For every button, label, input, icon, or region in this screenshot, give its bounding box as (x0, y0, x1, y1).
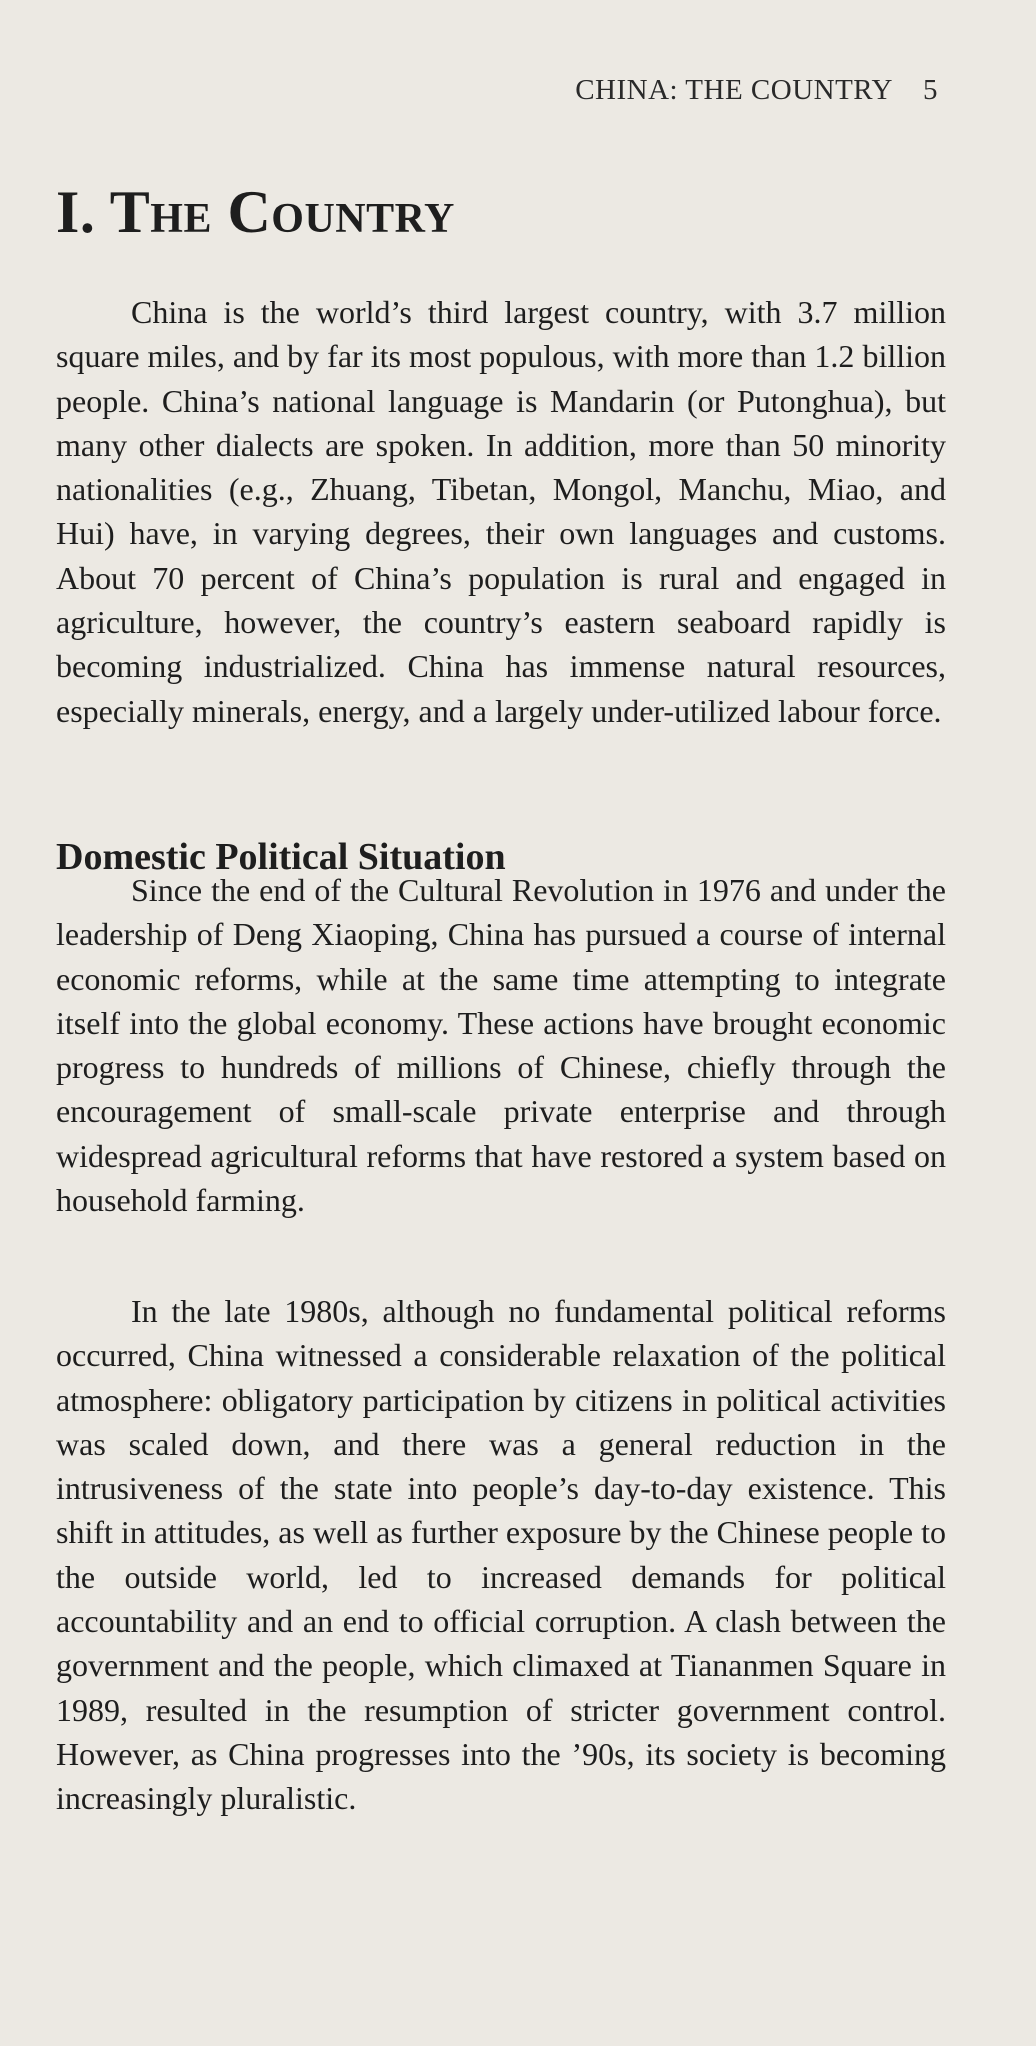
domestic-paragraph-1: Since the end of the Cultural Revolution in 1976 and under the leadership of Deng Xiaoping, China has pursued a course of internal economic reforms, while at the same time attempting to integrate itself into the global economy. These actions have brought economic progress to hundreds of millions of Chinese, chiefly through the encouragement of small-scale private enterprise and through widespread agricultural reforms that have restored a system based on household farming. (56, 872, 946, 1219)
running-head (575, 74, 938, 107)
domestic-paragraph-2: In the late 1980s, although no fundamental political reforms occurred, China witnessed a considerable relaxation of the political atmosphere: obligatory participation by citizens in political activities was scaled down, and there was a general reduction in the intrusiveness of the state into people’s day-to-day existence. This shift in attitudes, as well as further exposure by the Chinese people to the outside world, led to increased demands for political accountability and an end to official corruption. A clash between the government and the people, which climaxed at Tiananmen Square in 1989, resulted in the resumption of stricter government control. However, as China progresses into the ’90s, its society is becoming increasingly pluralistic. (56, 1293, 946, 1817)
chapter-title: I. The Country (56, 179, 455, 245)
running-head-title: CHINA: THE COUNTRY (575, 74, 893, 106)
domestic-text-block-1 (56, 868, 946, 1222)
section-heading: Domestic Political Situation (56, 836, 506, 878)
domestic-text-block-2 (56, 1289, 946, 1821)
page-number: 5 (923, 74, 938, 106)
intro-text-block (56, 290, 946, 733)
intro-paragraph: China is the world’s third largest country, with 3.7 million square miles, and by far its most populous, with more than 1.2 billion people. China’s national language is Mandarin (or Putonghua), but many other dialects are spoken. In addition, more than 50 minority nationalities (e.g., Zhuang, Tibetan, Mongol, Manchu, Miao, and Hui) have, in varying degrees, their own languages and customs. About 70 percent of China’s population is rural and engaged in agriculture, however, the country’s eastern seaboard rapidly is becoming industrialized. China has immense natural resources, especially minerals, energy, and a largely under-utilized labour force. (56, 294, 946, 729)
